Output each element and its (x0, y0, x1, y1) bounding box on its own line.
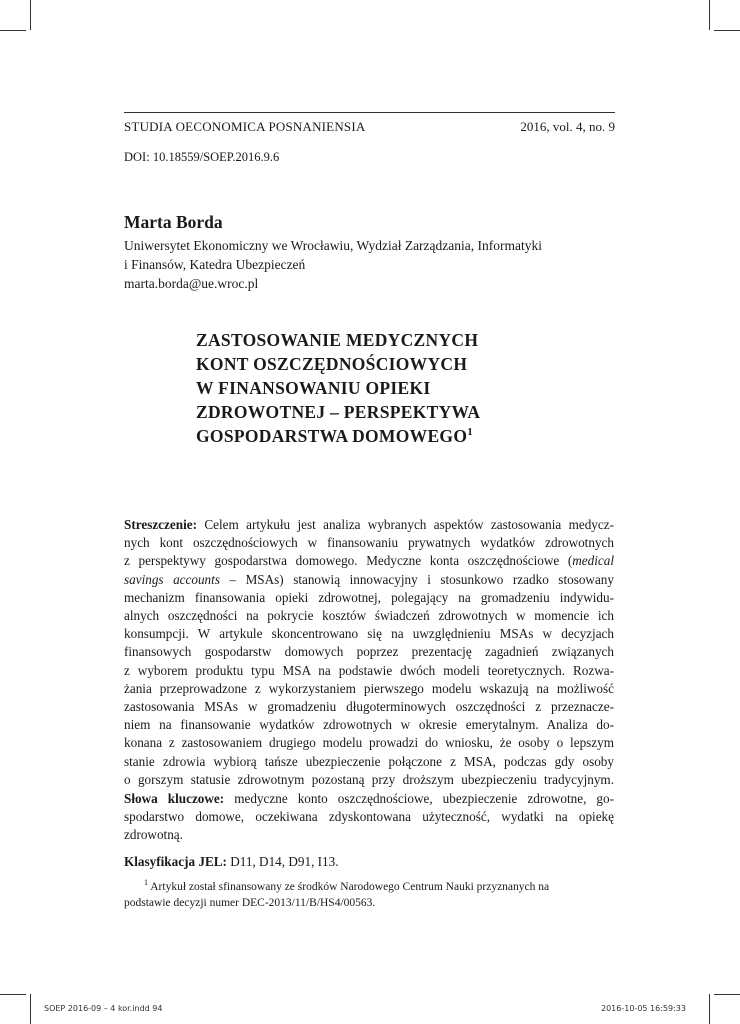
abstract-line: o gorszym statusie zdrowotnym pozostaną przy droższym ubezpieczeniu tradycyjnym. (124, 771, 614, 787)
title-line: W FINANSOWANIU OPIEKI (196, 378, 431, 398)
keywords-text: medyczne konto oszczędnościowe, ubezpieczenie zdrowotne, go- (224, 791, 614, 806)
footnote-text: Artykuł został sfinansowany ze środków Narodowego Centrum Nauki przyznanych na (148, 881, 550, 893)
jel-classification (124, 854, 614, 870)
abstract-line: finansowych gospodarstw domowych poprzez prezentację zagadnień związanych (124, 644, 614, 660)
keywords-line: zdrowotną. (124, 827, 183, 843)
abstract-italic: savings accounts (124, 571, 220, 587)
abstract-text: z perspektywy gospodarstwa domowego. Medyczne konta oszczędnościowe ( (124, 553, 573, 569)
doi: DOI: 10.18559/SOEP.2016.9.6 (124, 150, 280, 164)
abstract-line: stanie zdrowia wybiorą tańsze ubezpieczenie połączone z MSA, podczas gdy osoby (124, 753, 614, 769)
abstract-line (124, 552, 614, 570)
abstract-line: zastosowania MSAs w gromadzeniu długoterminowych oszczędności z przeznacze- (124, 699, 614, 715)
article-title (196, 328, 596, 448)
abstract-line: z wyborem produktu typu MSA na podstawie dwóch modeli teoretycznych. Rozwa- (124, 662, 614, 678)
title-line: ZDROWOTNEJ – PERSPEKTYWA (196, 402, 481, 422)
crop-mark (30, 994, 31, 1024)
keywords-label: Słowa kluczowe: (124, 791, 225, 806)
abstract-text: – MSAs) stanowią innowacyjny i stosunkowo rzadko stosowany (219, 571, 614, 587)
abstract-line: konsumpcji. W artykule skoncentrowano się na uwzględnieniu MSAs w decyzjach (124, 626, 614, 642)
title-line: ZASTOSOWANIE MEDYCZNYCH (196, 330, 479, 350)
title-footnote-mark: 1 (467, 426, 474, 439)
affiliation-line: i Finansów, Katedra Ubezpieczeń (124, 257, 306, 272)
abstract-line: mechanizm finansowania opieki zdrowotnej, polegający na gromadzeniu indywidu- (124, 589, 614, 605)
abstract-text: Celem artykułu jest analiza wybranych aspektów zastosowania medycz- (196, 517, 614, 532)
print-slug-date: 2016-10-05 16:59:33 (601, 1004, 686, 1013)
author-name: Marta Borda (124, 212, 223, 232)
affiliation-line: Uniwersytet Ekonomiczny we Wrocławiu, Wydział Zarządzania, Informatyki (124, 238, 542, 253)
abstract-line: niem na finansowanie wydatków zdrowotnych w okresie emerytalnym. Analiza do- (124, 717, 614, 733)
abstract-italic: medical (572, 553, 614, 569)
abstract-line: nych kont oszczędnościowych w finansowaniu prywatnych wydatków zdrowotnych (124, 535, 614, 551)
footnote-line (124, 879, 614, 895)
abstract-line: żania przeprowadzone z wykorzystaniem pierwszego modelu wskazują na możliwość (124, 680, 614, 696)
author-email: marta.borda@ue.wroc.pl (124, 276, 259, 291)
crop-mark (714, 994, 740, 995)
footnote (124, 879, 614, 911)
keywords-line (124, 790, 614, 808)
crop-mark (709, 0, 710, 30)
keywords-line: spodarstwo domowe, oczekiwana zdyskontowana użyteczność, wydatki na opiekę (124, 809, 614, 825)
abstract-line: alnych oszczędności na pokrycie kosztów świadczeń zdrowotnych w momencie ich (124, 608, 614, 624)
abstract-line (124, 516, 614, 534)
abstract-line: konana z zastosowaniem drugiego modelu prowadzi do wniosku, że osoby o lepszym (124, 735, 614, 751)
keywords (124, 790, 614, 845)
crop-mark (714, 30, 740, 31)
crop-mark (30, 0, 31, 30)
abstract-line (124, 571, 614, 589)
jel-codes: D11, D14, D91, I13. (226, 854, 339, 869)
author-affiliation (124, 236, 614, 293)
abstract-label: Streszczenie: (124, 517, 197, 532)
title-line (196, 424, 596, 448)
footnote-line: podstawie decyzji numer DEC-2013/11/B/HS4/00563. (124, 897, 376, 909)
abstract (124, 516, 614, 789)
journal-name: STUDIA OECONOMICA POSNANIENSIA (124, 119, 366, 134)
header-rule (124, 112, 615, 113)
crop-mark (709, 994, 710, 1024)
print-slug-file: SOEP 2016-09 – 4 kor.indd 94 (44, 1004, 163, 1013)
title-line-text: GOSPODARSTWA DOMOWEGO (196, 426, 468, 446)
title-line: KONT OSZCZĘDNOŚCIOWYCH (196, 354, 468, 374)
jel-label: Klasyfikacja JEL: (124, 854, 227, 869)
crop-mark (0, 994, 26, 995)
crop-mark (0, 30, 26, 31)
footnote-mark: 1 (144, 878, 148, 888)
issue-info: 2016, vol. 4, no. 9 (520, 119, 615, 134)
